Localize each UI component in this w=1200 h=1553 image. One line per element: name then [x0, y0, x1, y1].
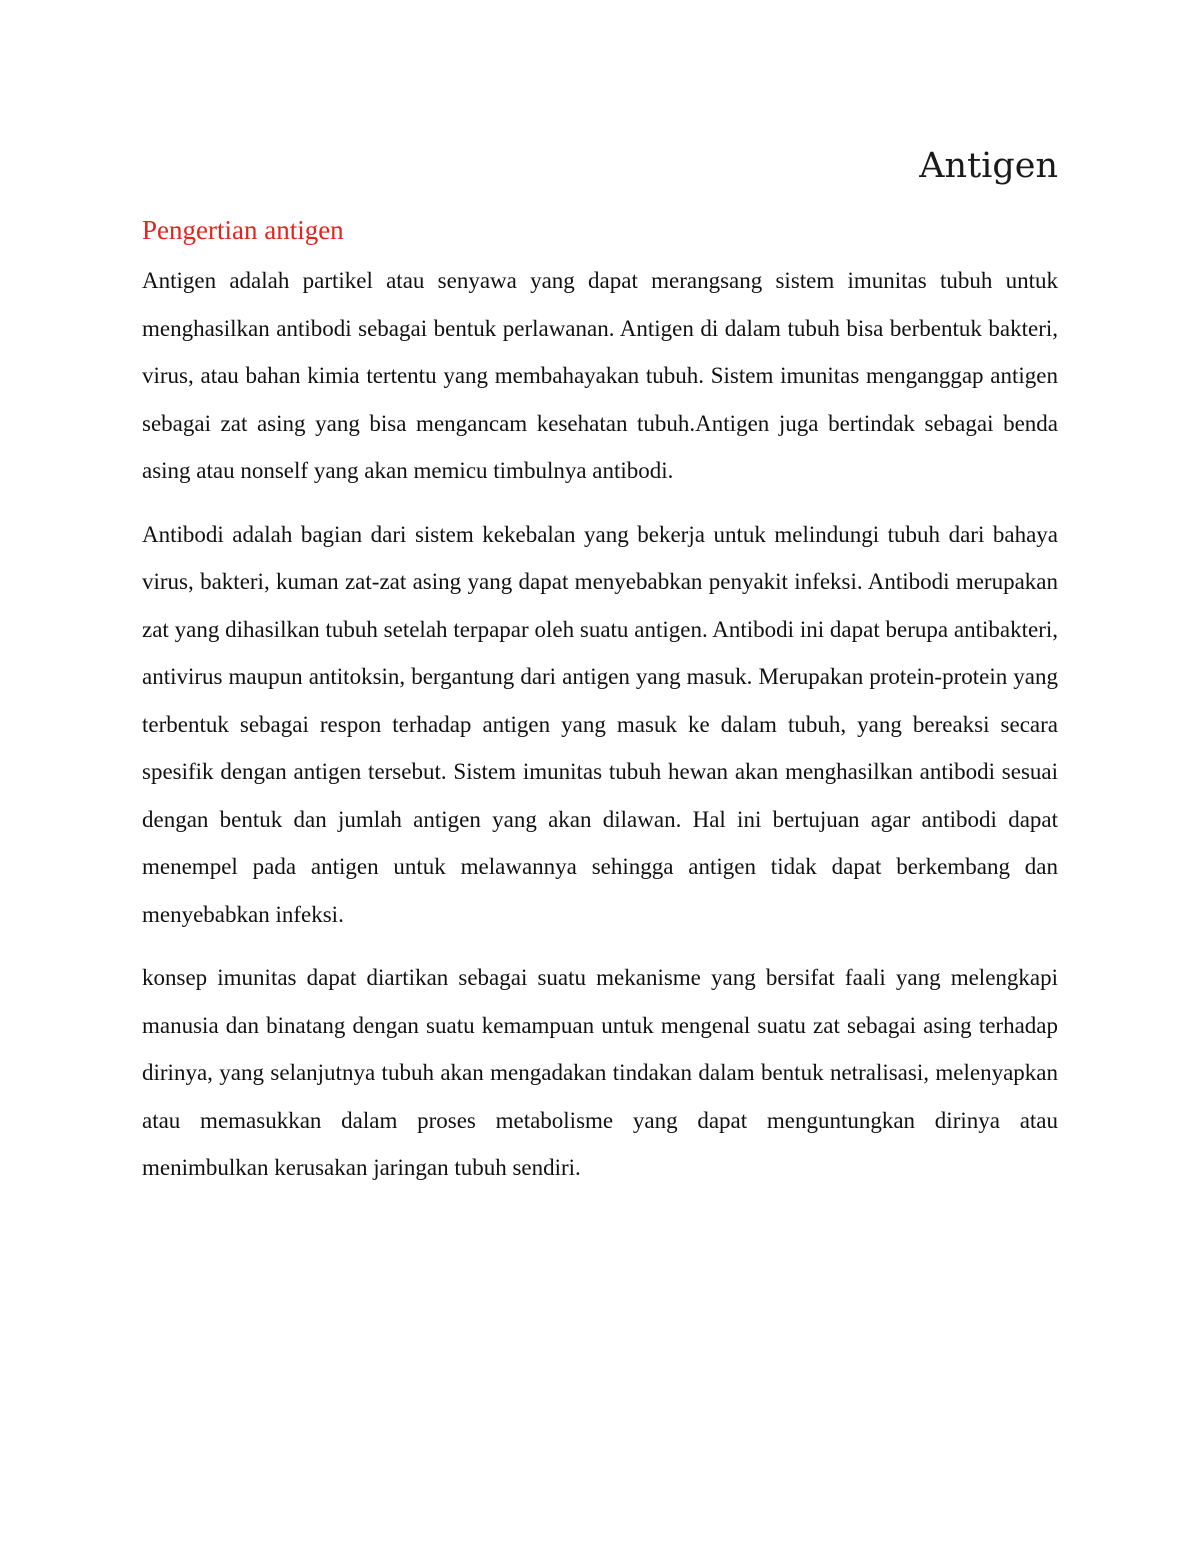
paragraph-antibody-definition: Antibodi adalah bagian dari sistem kekebalan yang bekerja untuk melindungi tubuh dari bahaya virus, bakteri, kuman zat-zat asing yang dapat menyebabkan penyakit infeksi. Antibodi merupakan zat yang dihasilkan tubuh setelah terpapar oleh suatu antigen. Antibodi ini dapat berupa antibakteri, antivirus maupun antitoksin, bergantung dari antigen yang masuk. Merupakan protein-protein yang terbentuk sebagai respon terhadap antigen yang masuk ke dalam tubuh, yang bereaksi secara spesifik dengan antigen tersebut. Sistem imunitas tubuh hewan akan menghasilkan antibodi sesuai dengan bentuk dan jumlah antigen yang akan dilawan. Hal ini bertujuan agar antibodi dapat menempel pada antigen untuk melawannya sehingga antigen tidak dapat berkembang dan menyebabkan infeksi. [142, 521, 1058, 927]
section-heading: Pengertian antigen [142, 215, 344, 245]
paragraph-immunity-concept: konsep imunitas dapat diartikan sebagai suatu mekanisme yang bersifat faali yang melengkapi manusia dan binatang dengan suatu kemampuan untuk mengenal suatu zat sebagai asing terhadap dirinya, yang selanjutnya tubuh akan mengadakan tindakan dalam bentuk netralisasi, melenyapkan atau memasukkan dalam proses metabolisme yang dapat menguntungkan dirinya atau menimbulkan kerusakan jaringan tubuh sendiri. [142, 965, 1058, 1180]
document-body [142, 140, 1058, 1192]
document-title: Antigen [919, 146, 1058, 186]
paragraph-antigen-definition: Antigen adalah partikel atau senyawa yang dapat merangsang sistem imunitas tubuh untuk menghasilkan antibodi sebagai bentuk perlawanan. Antigen di dalam tubuh bisa berbentuk bakteri, virus, atau bahan kimia tertentu yang membahayakan tubuh. Sistem imunitas menganggap antigen sebagai zat asing yang bisa mengancam kesehatan tubuh.Antigen juga bertindak sebagai benda asing atau nonself yang akan memicu timbulnya antibodi. [142, 268, 1058, 483]
